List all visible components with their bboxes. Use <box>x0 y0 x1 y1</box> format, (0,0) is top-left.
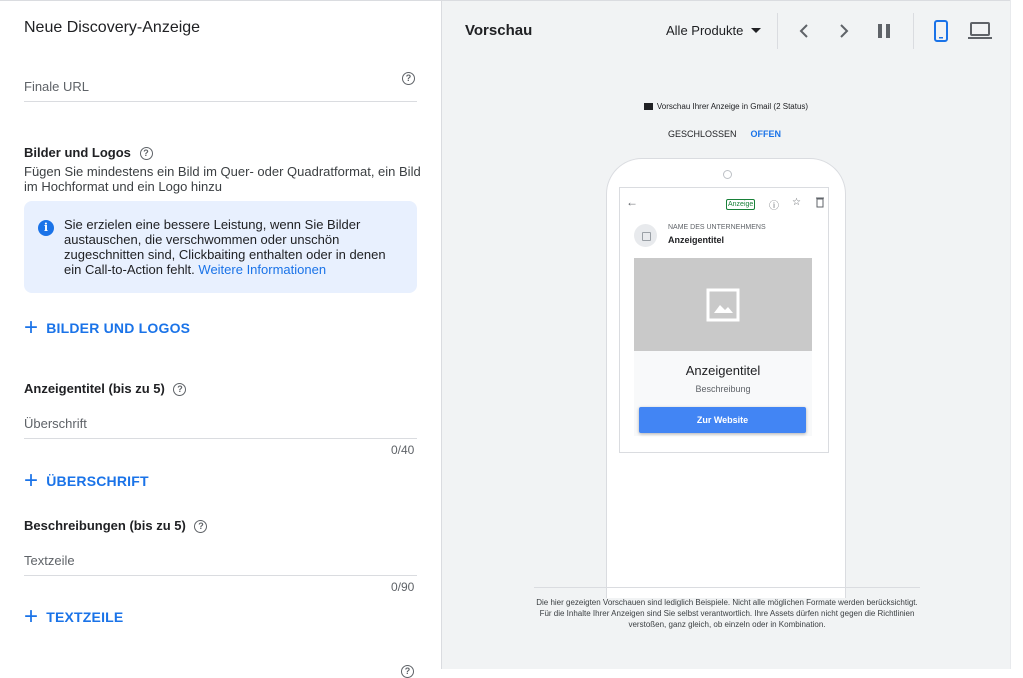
ad-badge: Anzeige <box>728 201 754 208</box>
plus-icon: + <box>24 603 39 630</box>
chevron-left-icon[interactable] <box>792 19 816 43</box>
learn-more-link[interactable]: Weitere Informationen <box>198 262 327 277</box>
gmail-caption-text: Vorschau Ihrer Anzeige in Gmail (2 Status) <box>656 102 809 111</box>
plus-icon: + <box>24 314 39 341</box>
image-icon <box>706 288 740 322</box>
tab-open[interactable]: OFFEN <box>750 129 782 139</box>
add-images-label: BILDER UND LOGOS <box>46 320 191 336</box>
info-banner-message: Sie erzielen eine bessere Leistung, wenn Sie Bilder austauschen, die verschwommen oder unschön zugeschnitten sind, Clickbaiting enthalten oder in denen ein Call-to-Action fehlt. <box>64 217 386 277</box>
desktop-device-icon[interactable] <box>968 19 992 43</box>
ad-form-panel <box>0 0 442 676</box>
toolbar-divider <box>777 13 778 49</box>
images-section-title-text: Bilder und Logos <box>24 145 131 160</box>
preview-panel <box>442 0 1010 669</box>
ad-card <box>634 258 812 436</box>
descriptions-section-title-text: Beschreibungen (bis zu 5) <box>24 518 186 533</box>
final-url-field[interactable] <box>24 71 417 102</box>
camera-icon <box>723 170 732 179</box>
preview-state-tabs <box>668 129 781 139</box>
caret-down-icon <box>751 28 761 33</box>
help-icon[interactable]: ? <box>140 147 153 160</box>
ad-description: Beschreibung <box>695 384 751 394</box>
info-banner-text <box>64 217 404 277</box>
page-title: Neue Discovery-Anzeige <box>24 19 201 36</box>
preview-toolbar <box>442 1 1010 59</box>
headlines-section-title <box>24 381 186 396</box>
business-name: NAME DES UNTERNEHMENS <box>668 224 766 231</box>
plus-icon: + <box>24 467 39 494</box>
help-icon[interactable]: ? <box>402 72 415 85</box>
final-url-placeholder: Finale URL <box>24 79 90 94</box>
toolbar-divider <box>913 13 914 49</box>
back-arrow-icon: ← <box>626 195 638 209</box>
headline-char-counter: 0/40 <box>391 443 415 457</box>
email-toolbar <box>620 188 828 216</box>
add-images-button[interactable] <box>24 314 191 341</box>
add-headline-button[interactable] <box>24 467 149 494</box>
info-banner <box>24 201 417 293</box>
mobile-device-icon[interactable] <box>929 19 953 43</box>
product-filter-dropdown[interactable] <box>666 23 761 38</box>
help-icon[interactable]: ? <box>401 665 414 678</box>
ad-headline-small: Anzeigentitel <box>668 235 725 245</box>
business-logo-avatar <box>634 224 657 247</box>
image-placeholder <box>634 258 812 351</box>
product-filter-value: Alle Produkte <box>666 23 744 38</box>
star-icon: ☆ <box>792 197 801 208</box>
cta-button: Zur Website <box>639 407 806 433</box>
description-input[interactable] <box>24 545 417 576</box>
add-headline-label: ÜBERSCHRIFT <box>46 473 149 489</box>
descriptions-section-title <box>24 518 207 533</box>
gmail-preview-caption <box>442 102 1010 111</box>
help-icon[interactable]: ? <box>194 520 207 533</box>
scrollbar[interactable] <box>1010 0 1023 669</box>
info-icon: i <box>38 220 54 236</box>
trash-icon <box>816 197 824 210</box>
images-section-title <box>24 145 153 160</box>
preview-title: Vorschau <box>465 22 533 39</box>
disclaimer-divider <box>534 587 920 588</box>
headline-input[interactable] <box>24 408 417 439</box>
info-outline-icon: ⓘ <box>769 201 779 212</box>
phone-frame <box>606 158 846 598</box>
preview-disclaimer: Die hier gezeigten Vorschauen sind lediglich Beispiele. Nicht alle möglichen Formate werden berücksichtigt. Für die Inhalte Ihrer Anzeigen sind Sie selbst verantwortlich. Ihre Assets dürfen nicht gegen die Richtlinien verstoßen, ganz gleich, ob einzeln oder in Kombination. <box>536 598 918 629</box>
phone-screen <box>619 187 829 453</box>
description-placeholder: Textzeile <box>24 553 75 568</box>
images-section-description: Fügen Sie mindestens ein Bild im Quer- oder Quadratformat, ein Bild im Hochformat und ein Logo hinzu <box>24 164 421 194</box>
description-char-counter: 0/90 <box>391 580 415 594</box>
mail-icon <box>644 103 653 110</box>
headline-placeholder: Überschrift <box>24 416 87 431</box>
ad-headline: Anzeigentitel <box>685 363 761 378</box>
help-icon[interactable]: ? <box>173 383 186 396</box>
chevron-right-icon[interactable] <box>832 19 856 43</box>
headlines-section-title-text: Anzeigentitel (bis zu 5) <box>24 381 165 396</box>
pause-icon[interactable] <box>872 19 896 43</box>
add-description-label: TEXTZEILE <box>46 609 124 625</box>
add-description-button[interactable] <box>24 603 124 630</box>
tab-closed[interactable]: GESCHLOSSEN <box>668 129 737 139</box>
